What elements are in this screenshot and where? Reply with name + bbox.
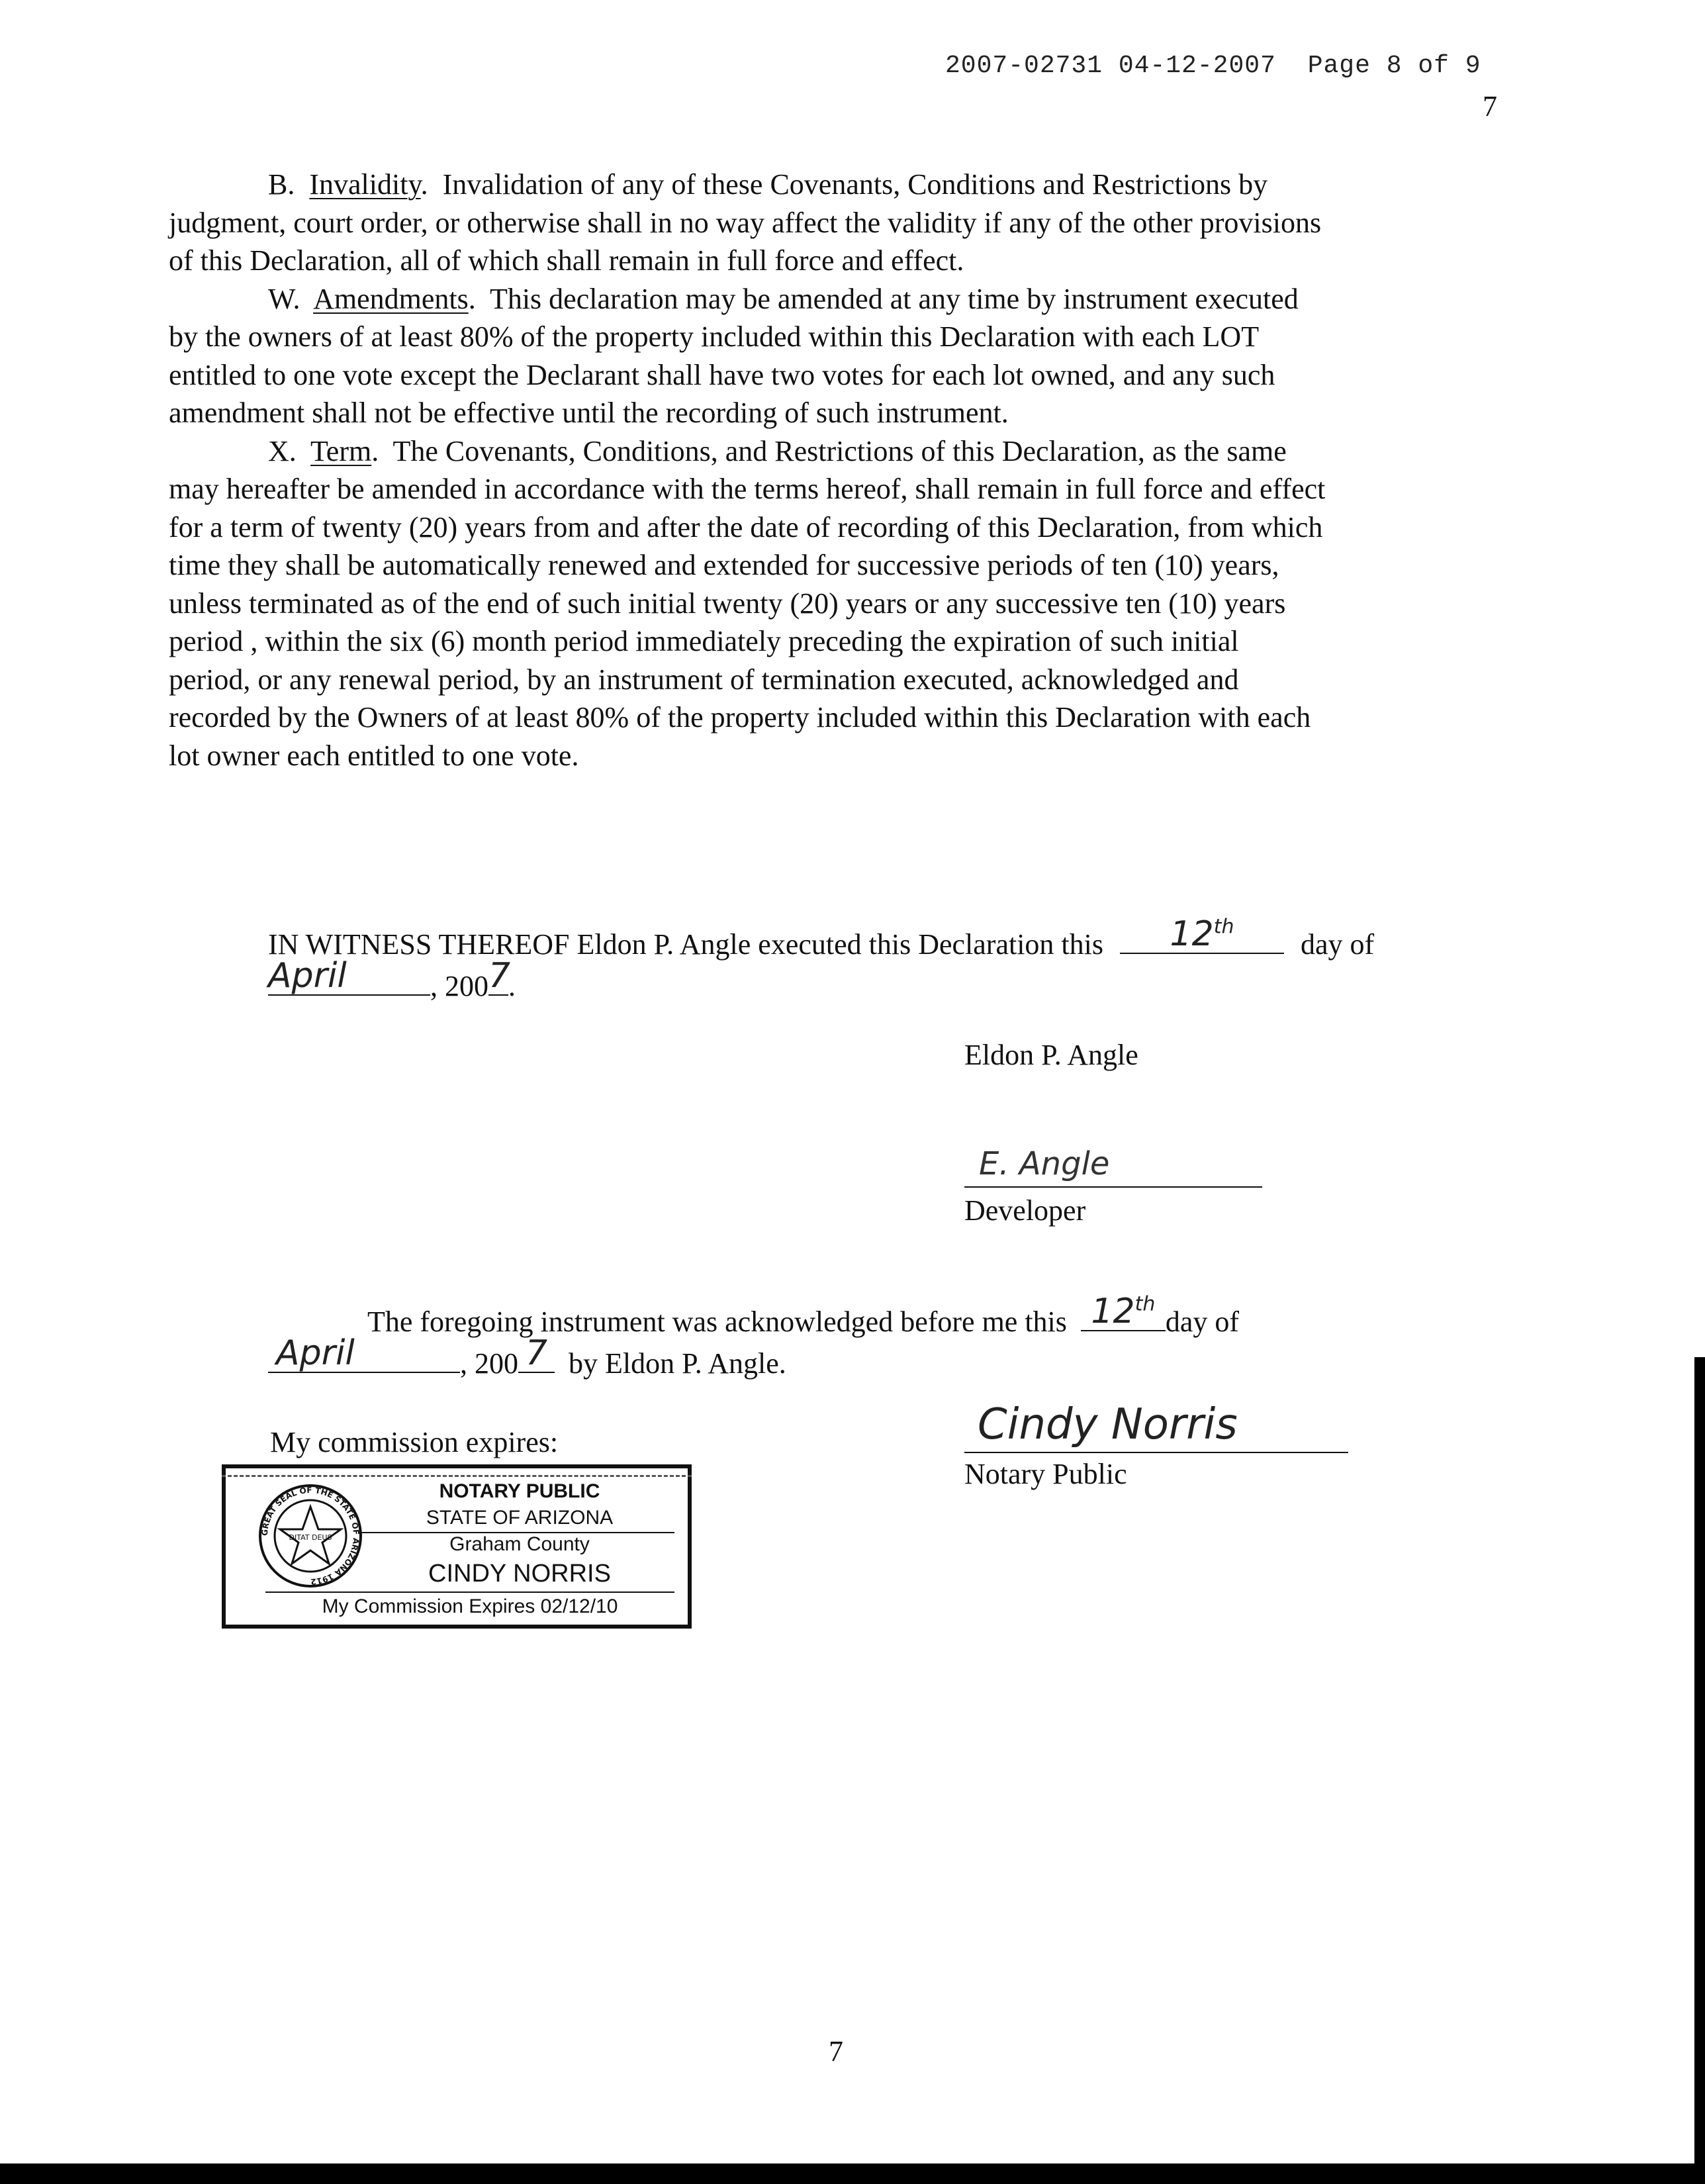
section-letter: X. (268, 434, 297, 467)
section-heading: Term (310, 434, 372, 467)
notary-label: Notary Public (964, 1458, 1127, 1490)
arizona-seal-emblem (257, 1483, 363, 1589)
page-info: Page 8 of 9 (1307, 52, 1481, 80)
section-line: lot owner each entitled to one vote. (169, 739, 579, 772)
section-line: of this Declaration, all of which shall remain in full force and effect. (169, 244, 964, 277)
seal-line-2: STATE OF ARIZONA (426, 1507, 614, 1529)
section-term: X. Term. The Covenants, Conditions, and Restrictions of this Declaration, as the same may hereafter be amended in accordance with the terms hereof, shall remain in full force and effect for a term of twenty (20) years from and after the date of recording of this Declaration, from which time they shall be automatically renewed and extended for successive periods of ten (10) years, unless terminated as of the end of such initial twenty (20) years or any successive ten (10) years period , within the six (6) month period immediately preceding the expiration of such initial period, or any renewal period, by an instrument of termination executed, acknowledged and recorded by the Owners of at least 80% of the property included within this Declaration with each lot owner each entitled to one vote. (169, 434, 1326, 772)
section-line: period , within the six (6) month period immediately preceding the expiration of such initial (169, 625, 1239, 657)
witness-year-prefix: , 200 (430, 970, 488, 1002)
section-invalidity: B. Invalidity. Invalidation of any of these Covenants, Conditions and Restrictions by judgment, court order, or otherwise shall in no way affect the validity if any of the other provisions of this Declaration, all of which shall remain in full force and effect. (169, 168, 1322, 277)
commission-label: My commission expires: (270, 1426, 559, 1458)
developer-name: Eldon P. Angle (964, 1039, 1138, 1071)
acknowledgment-month-handwritten: April (276, 1333, 355, 1373)
section-line: may hereafter be amended in accordance with the terms hereof, shall remain in full force and effect (169, 473, 1326, 505)
acknowledgment-text: The foregoing instrument was acknowledged before me this (367, 1306, 1067, 1338)
seal-line-4: CINDY NORRIS (428, 1560, 611, 1588)
acknowledgment-month-blank (268, 1333, 460, 1373)
notary-signature-line (964, 1380, 1348, 1453)
acknowledgment-year-handwritten: 7 (525, 1333, 548, 1373)
section-line: judgment, court order, or otherwise shall in no way affect the validity if any of the other provisions (169, 206, 1322, 239)
section-letter: W. (268, 282, 300, 315)
witness-day-of: day of (1301, 928, 1375, 961)
section-heading: Amendments (313, 282, 469, 315)
scan-edge-right (1694, 1357, 1705, 2184)
section-line: by the owners of at least 80% of the property included within this Declaration with each LOT (169, 320, 1260, 353)
witness-month-blank (268, 956, 430, 996)
developer-signature-line (964, 1139, 1262, 1188)
acknowledgment-day-blank (1081, 1292, 1166, 1331)
recording-stamp (945, 52, 1481, 80)
seal-line-3: Graham County (449, 1533, 590, 1555)
acknowledgment-year-prefix: , 200 (460, 1347, 518, 1380)
section-line: The Covenants, Conditions, and Restrictions of this Declaration, as the same (392, 434, 1287, 467)
section-line: amendment shall not be effective until the recording of such instrument. (169, 397, 1009, 429)
recording-number: 2007-02731 04-12-2007 (945, 52, 1276, 80)
witness-year-end: . (508, 970, 516, 1002)
seal-line-1: NOTARY PUBLIC (439, 1480, 600, 1502)
notary-signature: Cindy Norris (978, 1400, 1238, 1449)
witness-text: IN WITNESS THEREOF Eldon P. Angle executed this Declaration this (268, 928, 1103, 961)
acknowledgment-year-blank (518, 1333, 555, 1373)
acknowledgment-clause (268, 1292, 1512, 1384)
section-line: time they shall be automatically renewed and extended for successive periods of ten (10) years, (169, 549, 1279, 581)
acknowledgment-day-handwritten: 12th (1091, 1292, 1156, 1331)
developer-label: Developer (964, 1194, 1086, 1227)
section-line: recorded by the Owners of at least 80% of the property included within this Declaration with each (169, 701, 1311, 734)
section-line: This declaration may be amended at any time by instrument executed (489, 282, 1299, 315)
scan-edge-bottom (0, 2163, 1705, 2184)
svg-text:GREAT SEAL OF THE STATE OF ARI: GREAT SEAL OF THE STATE OF ARIZONA 1912 (259, 1485, 361, 1587)
page-number-top: 7 (1483, 90, 1497, 122)
seal-line-5: My Commission Expires 02/12/10 (322, 1595, 618, 1617)
section-line: entitled to one vote except the Declarant shall have two votes for each lot owned, and any such (169, 358, 1275, 391)
section-line: Invalidation of any of these Covenants, Conditions and Restrictions by (442, 168, 1268, 201)
section-heading: Invalidity (309, 168, 421, 201)
declaration-body (169, 166, 1545, 775)
witness-day-handwritten: 12th (1170, 914, 1234, 954)
acknowledgment-by: by Eldon P. Angle. (569, 1347, 786, 1380)
witness-month-handwritten: April (268, 956, 347, 996)
witness-day-blank (1120, 914, 1284, 954)
section-amendments: W. Amendments. This declaration may be amended at any time by instrument executed by the owners of at least 80% of the property included within this Declaration with each LOT entitled to one vote except the Declarant shall have two votes for each lot owned, and any such amendment shall not be effective until the recording of such instrument. (169, 282, 1299, 429)
witness-year-handwritten: 7 (488, 956, 511, 996)
svg-text:DITAT DEUS: DITAT DEUS (289, 1533, 332, 1542)
section-line: period, or any renewal period, by an instrument of termination executed, acknowledged and (169, 663, 1239, 696)
section-letter: B. (268, 168, 295, 201)
page-number-bottom: 7 (829, 2035, 843, 2067)
developer-signature: E. Angle (979, 1145, 1110, 1182)
acknowledgment-day-of: day of (1165, 1306, 1240, 1338)
seal-inner-border (222, 1475, 692, 1477)
notary-seal-stamp (222, 1464, 692, 1629)
seal-divider-2 (265, 1591, 674, 1593)
witness-clause (268, 914, 1512, 1007)
witness-year-blank (488, 956, 511, 996)
section-line: for a term of twenty (20) years from and after the date of recording of this Declaration, from which (169, 510, 1323, 544)
section-line: unless terminated as of the end of such initial twenty (20) years or any successive ten (10) years (169, 587, 1286, 620)
